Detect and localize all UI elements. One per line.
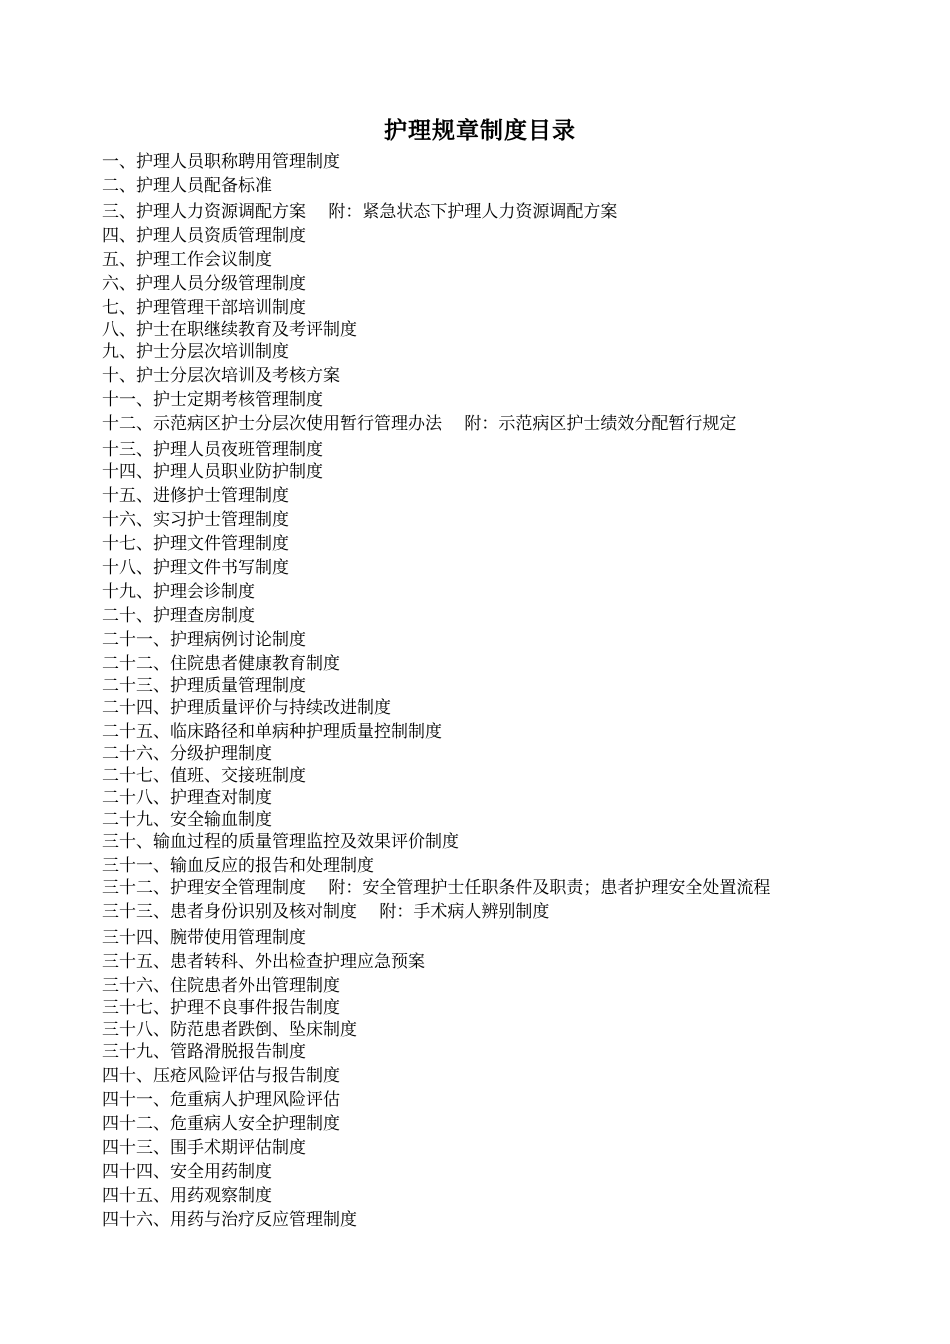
toc-item: 十八、护理文件书写制度 xyxy=(102,558,289,578)
toc-item: 三十七、护理不良事件报告制度 xyxy=(102,998,340,1018)
toc-item: 七、护理管理干部培训制度 xyxy=(102,298,306,318)
toc-item: 二十一、护理病例讨论制度 xyxy=(102,630,306,650)
toc-item: 二十二、住院患者健康教育制度 xyxy=(102,654,340,674)
toc-item: 一、护理人员职称聘用管理制度 xyxy=(102,152,340,172)
toc-item: 二十九、安全输血制度 xyxy=(102,810,272,830)
toc-item: 十三、护理人员夜班管理制度 xyxy=(102,440,323,460)
toc-item: 九、护士分层次培训制度 xyxy=(102,342,289,362)
toc-item: 八、护士在职继续教育及考评制度 xyxy=(102,320,357,340)
toc-item: 十九、护理会诊制度 xyxy=(102,582,255,602)
toc-item: 三、护理人力资源调配方案 附：紧急状态下护理人力资源调配方案 xyxy=(102,202,618,222)
toc-item: 十五、进修护士管理制度 xyxy=(102,486,289,506)
toc-item: 四十四、安全用药制度 xyxy=(102,1162,272,1182)
toc-item: 二、护理人员配备标准 xyxy=(102,176,272,196)
toc-item: 十七、护理文件管理制度 xyxy=(102,534,289,554)
document-title: 护理规章制度目录 xyxy=(384,118,576,144)
toc-item: 三十八、防范患者跌倒、坠床制度 xyxy=(102,1020,357,1040)
toc-item: 十二、示范病区护士分层次使用暂行管理办法 附：示范病区护士绩效分配暂行规定 xyxy=(102,414,737,434)
toc-item: 四、护理人员资质管理制度 xyxy=(102,226,306,246)
toc-item: 三十、输血过程的质量管理监控及效果评价制度 xyxy=(102,832,459,852)
toc-item: 二十四、护理质量评价与持续改进制度 xyxy=(102,698,391,718)
toc-item: 四十三、围手术期评估制度 xyxy=(102,1138,306,1158)
toc-item: 三十五、患者转科、外出检查护理应急预案 xyxy=(102,952,425,972)
toc-item: 四十六、用药与治疗反应管理制度 xyxy=(102,1210,357,1230)
toc-item: 五、护理工作会议制度 xyxy=(102,250,272,270)
toc-item: 四十五、用药观察制度 xyxy=(102,1186,272,1206)
toc-item: 三十三、患者身份识别及核对制度 附：手术病人辨别制度 xyxy=(102,902,550,922)
toc-item: 四十二、危重病人安全护理制度 xyxy=(102,1114,340,1134)
toc-item: 六、护理人员分级管理制度 xyxy=(102,274,306,294)
toc-item: 三十九、管路滑脱报告制度 xyxy=(102,1042,306,1062)
toc-item: 十、护士分层次培训及考核方案 xyxy=(102,366,340,386)
toc-item: 三十六、住院患者外出管理制度 xyxy=(102,976,340,996)
toc-item: 三十二、护理安全管理制度 附：安全管理护士任职条件及职责；患者护理安全处置流程 xyxy=(102,878,771,898)
toc-item: 二十五、临床路径和单病种护理质量控制制度 xyxy=(102,722,442,742)
toc-item: 十六、实习护士管理制度 xyxy=(102,510,289,530)
toc-item: 二十三、护理质量管理制度 xyxy=(102,676,306,696)
toc-item: 二十六、分级护理制度 xyxy=(102,744,272,764)
toc-item: 四十一、危重病人护理风险评估 xyxy=(102,1090,340,1110)
toc-item: 四十、压疮风险评估与报告制度 xyxy=(102,1066,340,1086)
toc-item: 十一、护士定期考核管理制度 xyxy=(102,390,323,410)
toc-item: 二十七、值班、交接班制度 xyxy=(102,766,306,786)
toc-item: 二十八、护理查对制度 xyxy=(102,788,272,808)
toc-item: 二十、护理查房制度 xyxy=(102,606,255,626)
toc-item: 十四、护理人员职业防护制度 xyxy=(102,462,323,482)
toc-item: 三十四、腕带使用管理制度 xyxy=(102,928,306,948)
toc-item: 三十一、输血反应的报告和处理制度 xyxy=(102,856,374,876)
